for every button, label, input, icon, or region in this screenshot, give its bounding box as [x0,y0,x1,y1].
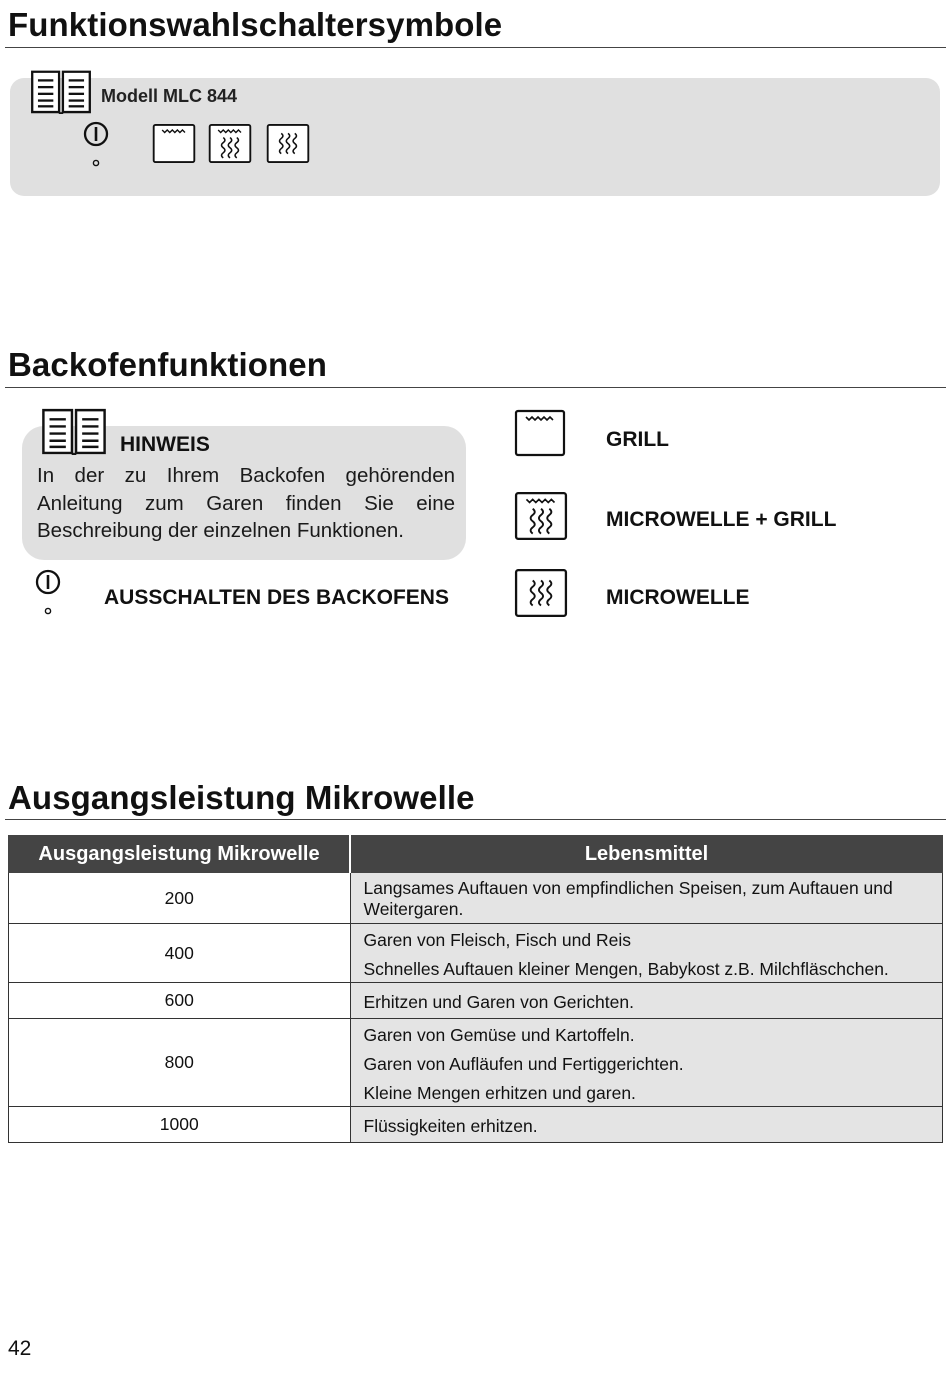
power-cell: 400 [9,924,351,983]
food-cell [350,924,943,983]
power-cell: 1000 [9,1107,351,1143]
model-label: Modell MLC 844 [101,86,238,106]
book-icon [41,404,107,455]
food-cell [350,1019,943,1107]
food-line: Garen von Fleisch, Fisch und Reis [363,929,631,950]
power-off-icon [82,121,112,169]
hint-title: HINWEIS [120,433,210,456]
food-line: Schnelles Auftauen kleiner Mengen, Babykost z.B. Milchfläschchen. [363,958,889,979]
grill-icon [152,123,196,164]
food-line: Langsames Auftauen von empfindlichen Speisen, zum Auftauen und Weitergaren. [363,878,893,919]
food-line: Erhitzen und Garen von Gerichten. [363,991,634,1012]
food-cell [350,873,943,924]
section-title-selector-symbols: Funktionswahlschaltersymbole [8,6,503,43]
section-divider [5,387,946,388]
power-cell: 800 [9,1019,351,1107]
function-label-microwave-grill: MICROWELLE + GRILL [606,508,837,531]
table-row [9,1019,943,1107]
column-header-power: Ausgangsleistung Mikrowelle [9,836,351,873]
book-icon [30,66,92,114]
food-cell [350,1107,943,1143]
food-line: Garen von Aufläufen und Fertiggerichten. [363,1053,684,1074]
section-title-oven-functions: Backofenfunktionen [8,346,327,383]
grill-icon [514,409,566,457]
power-cell: 200 [9,873,351,924]
table-row [9,1107,943,1143]
power-table [8,835,943,1143]
microwave-grill-icon [208,123,252,164]
section-title-output-power: Ausgangsleistung Mikrowelle [8,779,475,816]
table-row [9,983,943,1019]
food-line: Kleine Mengen erhitzen und garen. [363,1082,636,1103]
food-line: Flüssigkeiten erhitzen. [363,1115,538,1136]
section-divider [5,819,946,820]
food-line: Garen von Gemüse und Kartoffeln. [363,1024,635,1045]
power-off-icon [34,567,64,619]
microwave-icon [266,123,310,164]
section-divider [5,47,946,48]
power-cell: 600 [9,983,351,1019]
food-cell [350,983,943,1019]
column-header-food: Lebensmittel [350,836,943,873]
function-label-grill: GRILL [606,428,669,451]
table-row [9,873,943,924]
table-header-row [9,836,943,873]
oven-off-label: AUSSCHALTEN DES BACKOFENS [104,586,449,609]
microwave-icon [514,568,568,618]
hint-text: In der zu Ihrem Backofen gehörenden Anleitung zum Garen finden Sie eine Beschreibung der einzelnen Funktionen. [37,464,455,542]
function-label-microwave: MICROWELLE [606,586,750,609]
page-number: 42 [8,1337,32,1360]
table-row [9,924,943,983]
microwave-grill-icon [514,491,568,541]
